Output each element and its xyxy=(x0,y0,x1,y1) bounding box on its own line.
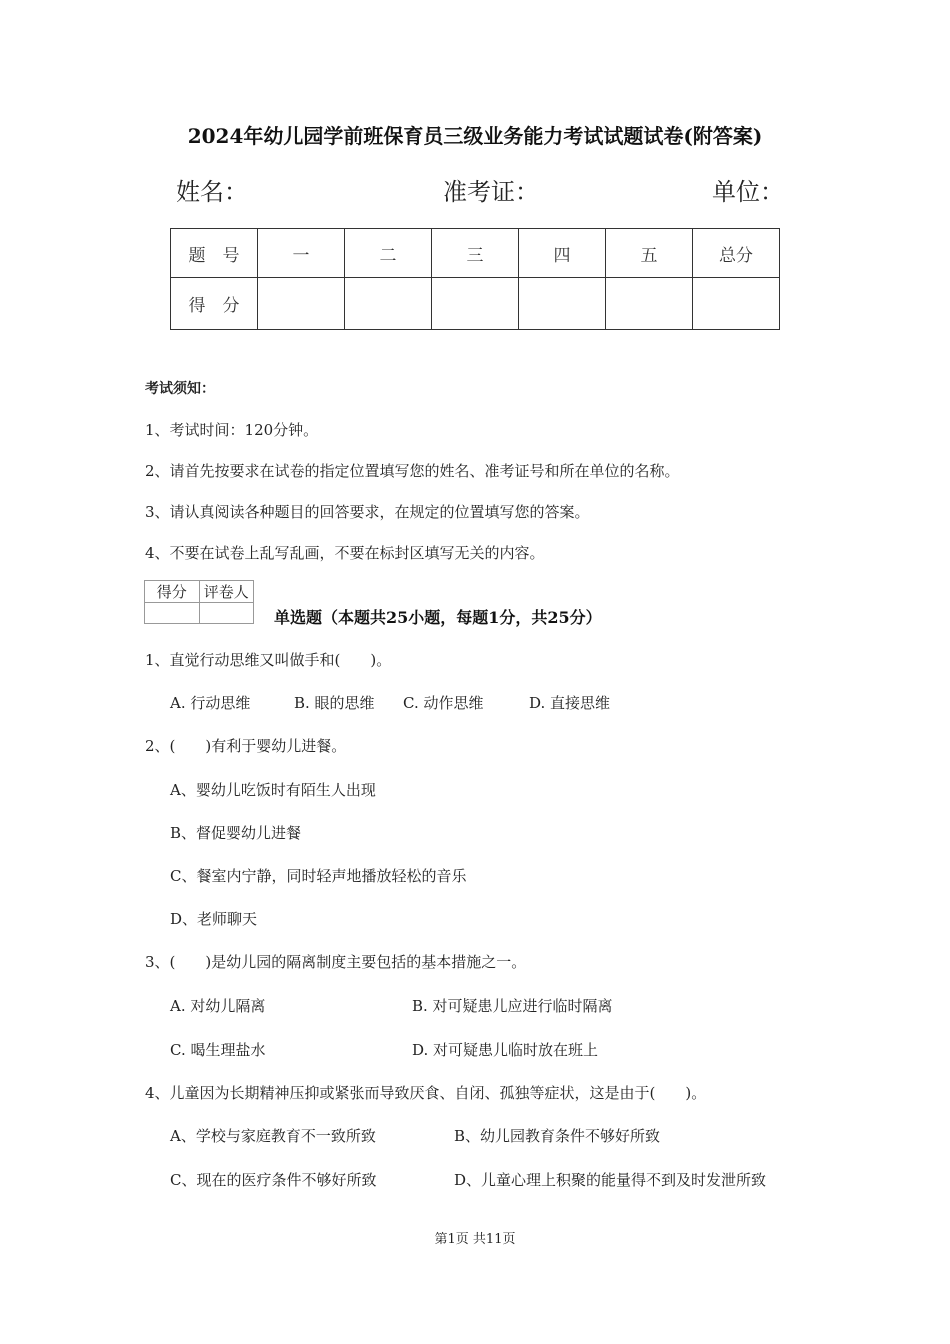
notice-item: 2、请首先按要求在试卷的指定位置填写您的姓名、准考证号和所在单位的名称。 xyxy=(145,462,680,480)
question-option: B、督促婴幼儿进餐 xyxy=(170,824,302,842)
score-table-header-label: 题 号 xyxy=(171,229,258,278)
score-table-col-1: 一 xyxy=(258,229,345,278)
question-option: C、现在的医疗条件不够好所致 xyxy=(170,1171,377,1189)
score-cell-4[interactable] xyxy=(519,278,606,330)
question-option: A、婴幼儿吃饭时有陌生人出现 xyxy=(170,781,376,799)
question-stem: 4、儿童因为长期精神压抑或紧张而导致厌食、自闭、孤独等症状，这是由于( )。 xyxy=(145,1084,707,1102)
page-footer: 第1页 共11页 xyxy=(434,1232,516,1247)
question-option: D、儿童心理上积聚的能量得不到及时发泄所致 xyxy=(454,1171,767,1189)
score-table-col-3: 三 xyxy=(432,229,519,278)
grader-name-cell[interactable] xyxy=(199,603,254,624)
document-title: 2024年幼儿园学前班保育员三级业务能力考试试题试卷(附答案) xyxy=(187,124,763,148)
grader-name-label: 评卷人 xyxy=(199,581,254,603)
question-option: A. 对幼儿隔离 xyxy=(170,997,266,1015)
unit-field-label: 单位： xyxy=(712,178,784,206)
section-title: 单选题（本题共25小题，每题1分，共25分） xyxy=(274,608,602,627)
question-stem: 1、直觉行动思维又叫做手和( )。 xyxy=(145,651,392,669)
question-option: C. 动作思维 xyxy=(403,694,484,712)
grader-score-cell[interactable] xyxy=(145,603,200,624)
score-cell-1[interactable] xyxy=(258,278,345,330)
question-option: C. 喝生理盐水 xyxy=(170,1041,266,1059)
grader-box xyxy=(144,580,254,624)
score-table-score-row xyxy=(171,278,780,330)
score-cell-total[interactable] xyxy=(693,278,780,330)
score-table-col-total: 总分 xyxy=(693,229,780,278)
question-stem: 3、( )是幼儿园的隔离制度主要包括的基本措施之一。 xyxy=(145,953,527,971)
notice-item: 3、请认真阅读各种题目的回答要求，在规定的位置填写您的答案。 xyxy=(145,503,590,521)
score-table-col-2: 二 xyxy=(345,229,432,278)
question-option: D. 对可疑患儿临时放在班上 xyxy=(412,1041,599,1059)
question-option: D、老师聊天 xyxy=(170,910,258,928)
question-stem: 2、( )有利于婴幼儿进餐。 xyxy=(145,737,347,755)
notice-item: 1、考试时间：120分钟。 xyxy=(145,421,319,439)
question-option: A. 行动思维 xyxy=(170,694,251,712)
grader-score-label: 得分 xyxy=(145,581,200,603)
score-cell-3[interactable] xyxy=(432,278,519,330)
question-option: B. 眼的思维 xyxy=(294,694,375,712)
score-cell-2[interactable] xyxy=(345,278,432,330)
score-table-col-5: 五 xyxy=(606,229,693,278)
question-option: C、餐室内宁静，同时轻声地播放轻松的音乐 xyxy=(170,867,467,885)
notice-title: 考试须知： xyxy=(145,381,215,397)
name-field-label: 姓名： xyxy=(176,178,248,206)
question-option: D. 直接思维 xyxy=(529,694,611,712)
question-option: A、学校与家庭教育不一致所致 xyxy=(170,1127,376,1145)
question-option: B、幼儿园教育条件不够好所致 xyxy=(454,1127,661,1145)
notice-item: 4、不要在试卷上乱写乱画，不要在标封区填写无关的内容。 xyxy=(145,544,545,562)
score-table xyxy=(170,228,780,330)
question-option: B. 对可疑患儿应进行临时隔离 xyxy=(412,997,613,1015)
score-table-header-row xyxy=(171,229,780,278)
score-table-score-label: 得 分 xyxy=(171,278,258,330)
exam-id-field-label: 准考证： xyxy=(443,178,539,206)
score-table-col-4: 四 xyxy=(519,229,606,278)
score-cell-5[interactable] xyxy=(606,278,693,330)
